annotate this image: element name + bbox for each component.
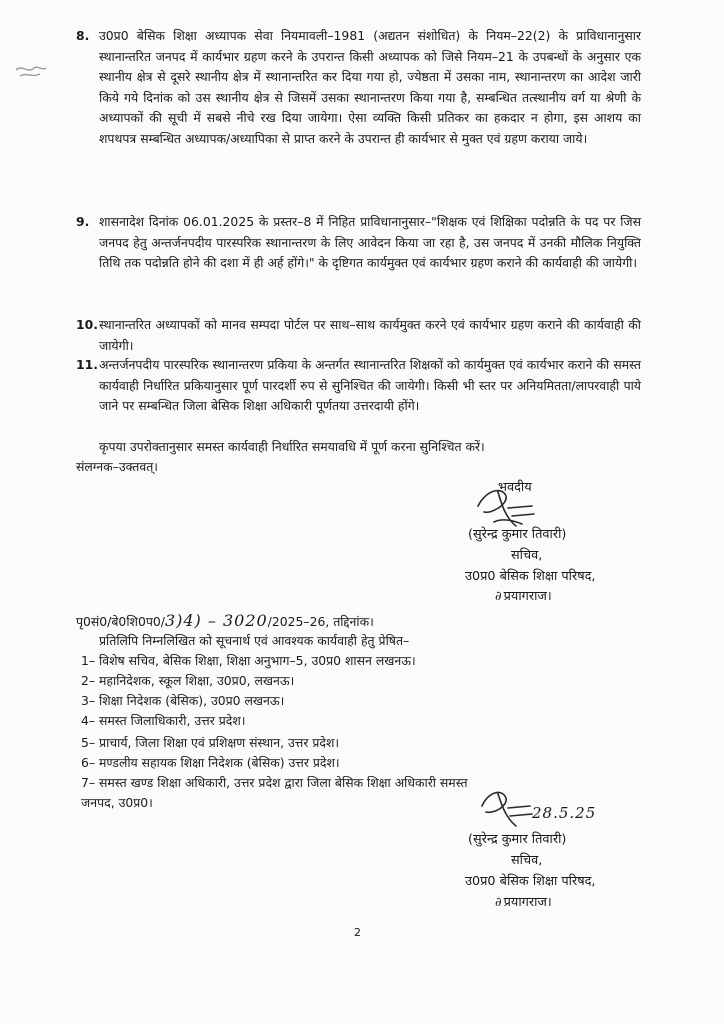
reference-suffix: /2025–26, तद्दिनांक। [267,614,374,629]
copy-list-item: 6– मण्डलीय सहायक शिक्षा निदेशक (बेसिक) उत्तर प्रदेश। [81,755,340,770]
signatory-office: उ0प्र0 बेसिक शिक्षा परिषद, [465,874,596,889]
signatory-place-text: प्रयागराज। [503,895,552,910]
signatory-designation: सचिव, [511,853,543,868]
reference-prefix: पृ0सं0/बे0शि0प0/ [76,614,165,629]
copy-list-item: 5– प्राचार्य, जिला शिक्षा एवं प्रशिक्षण संस्थान, उत्तर प्रदेश। [81,735,340,750]
point-number: 9. [76,214,90,229]
signatory-office: उ0प्र0 बेसिक शिक्षा परिषद, [465,569,596,584]
signatory-place: ∂ प्रयागराज। [495,589,552,604]
copy-list-item: 1– विशेष सचिव, बेसिक शिक्षा, शिक्षा अनुभाग–5, उ0प्र0 शासन लखनऊ। [81,653,416,668]
point-11-text: अन्तर्जनपदीय पारस्परिक स्थानान्तरण प्रकिया के अन्तर्गत स्थानान्तरित शिक्षकों को कार्यमुक्त एवं कार्यभार कराने की समस्त कार्यवाही निर्धारित प्रकियानुसार पूर्ण पारदर्शी रुप से सुनिश्चित की जायेगी। किसी भी स्तर पर अनियमितता/लापरवाही पाये जाने पर सम्बन्धित जिला बेसिक शिक्षा अधिकारी पूर्णतया उत्तरदायी होंगे। [99,357,641,413]
point-10-text: स्थानान्तरित अध्यापकों को मानव सम्पदा पोर्टल पर साथ–साथ कार्यमुक्त करने एवं कार्यभार ग्रहण कराने की कार्यवाही की जायेगी। [99,317,641,353]
copy-intro: प्रतिलिपि निम्नलिखित को सूचनार्थ एवं आवश्यक कार्यवाही हेतु प्रेषित– [99,633,410,648]
copy-list-item: 2– महानिदेशक, स्कूल शिक्षा, उ0प्र0, लखनऊ। [81,673,295,688]
signature-date: 28.5.25 [532,804,597,822]
reference-handwritten-number: 3)4) – 3020 [164,611,268,630]
point-number: 11. [76,357,98,372]
copy-list-item: 7– समस्त खण्ड शिक्षा अधिकारी, उत्तर प्रदेश द्वारा जिला बेसिक शिक्षा अधिकारी समस्त [81,775,468,790]
reference-number [76,611,374,632]
salutation: भवदीय [498,480,532,495]
enclosure-note: संलग्नक–उक्तवत्। [76,459,158,474]
signatory-place-text: प्रयागराज। [503,589,552,604]
point-number: 8. [76,28,90,43]
copy-list-item: 4– समस्त जिलाधिकारी, उत्तर प्रदेश। [81,713,246,728]
signatory-designation: सचिव, [511,548,543,563]
point-number: 10. [76,317,98,332]
signature-2-icon [476,786,536,832]
signatory-name: (सुरेन्द्र कुमार तिवारी) [468,527,567,542]
closing-request: कृपया उपरोक्तानुसार समस्त कार्यवाही निर्धारित समयावधि में पूर्ण करना सुनिश्चित करें। [99,439,485,454]
point-9-text: शासनादेश दिनांक 06.01.2025 के प्रस्तर–8 में निहित प्राविधानानुसार–"शिक्षक एवं शिक्षिका पदोन्नति के पद पर जिस जनपद हेतु अन्तर्जनपदीय पारस्परिक स्थानान्तरण के लिए आवेदन किया जा रहा है, उस जनपद में उनकी मौलिक नियुक्ति तिथि तक पदोन्नति होने की दशा में ही अर्ह होंगे।" के दृष्टिगत कार्यमुक्त एवं कार्यभार ग्रहण कराने की कार्यवाही की जायेगी। [99,214,641,270]
signatory-name: (सुरेन्द्र कुमार तिवारी) [468,832,567,847]
point-8-text: उ0प्र0 बेसिक शिक्षा अध्यापक सेवा नियमावली–1981 (अद्यतन संशोधित) के नियम–22(2) के प्राविधानानुसार स्थानान्तरित जनपद में कार्यभार ग्रहण करने के उपरान्त किसी अध्यापक को जिसे नियम–21 के उपबन्धों के अनुसार एक स्थानीय क्षेत्र से दूसरे स्थानीय क्षेत्र में स्थानान्तरित कर दिया गया हो, ज्येष्ठता में उसका नाम, स्थानान्तरण का आदेश जारी किये गये दिनांक को उस स्थानीय क्षेत्र से जिसमें उसका स्थानान्तरण किया गया है, सम्बन्धित तत्स्थानीय वर्ग या श्रेणी के अध्यापकों की सूची में सबसे नीचे रख दिया जायेगा। ऐसा व्यक्ति किसी प्रतिकर का हकदार न होगा, इस आशय का शपथपत्र सम्बन्धित अध्यापक/अध्यापिका से प्राप्त करने के उपरान्त ही कार्यभार से मुक्त एवं ग्रहण कराया जाये। [99,28,641,146]
page-number: 2 [354,926,361,939]
signatory-place: ∂ प्रयागराज। [495,895,552,910]
copy-list-item: 3– शिक्षा निदेशक (बेसिक), उ0प्र0 लखनऊ। [81,693,285,708]
margin-mark-icon [14,62,48,82]
copy-list-item: जनपद, उ0प्र0। [81,795,153,810]
